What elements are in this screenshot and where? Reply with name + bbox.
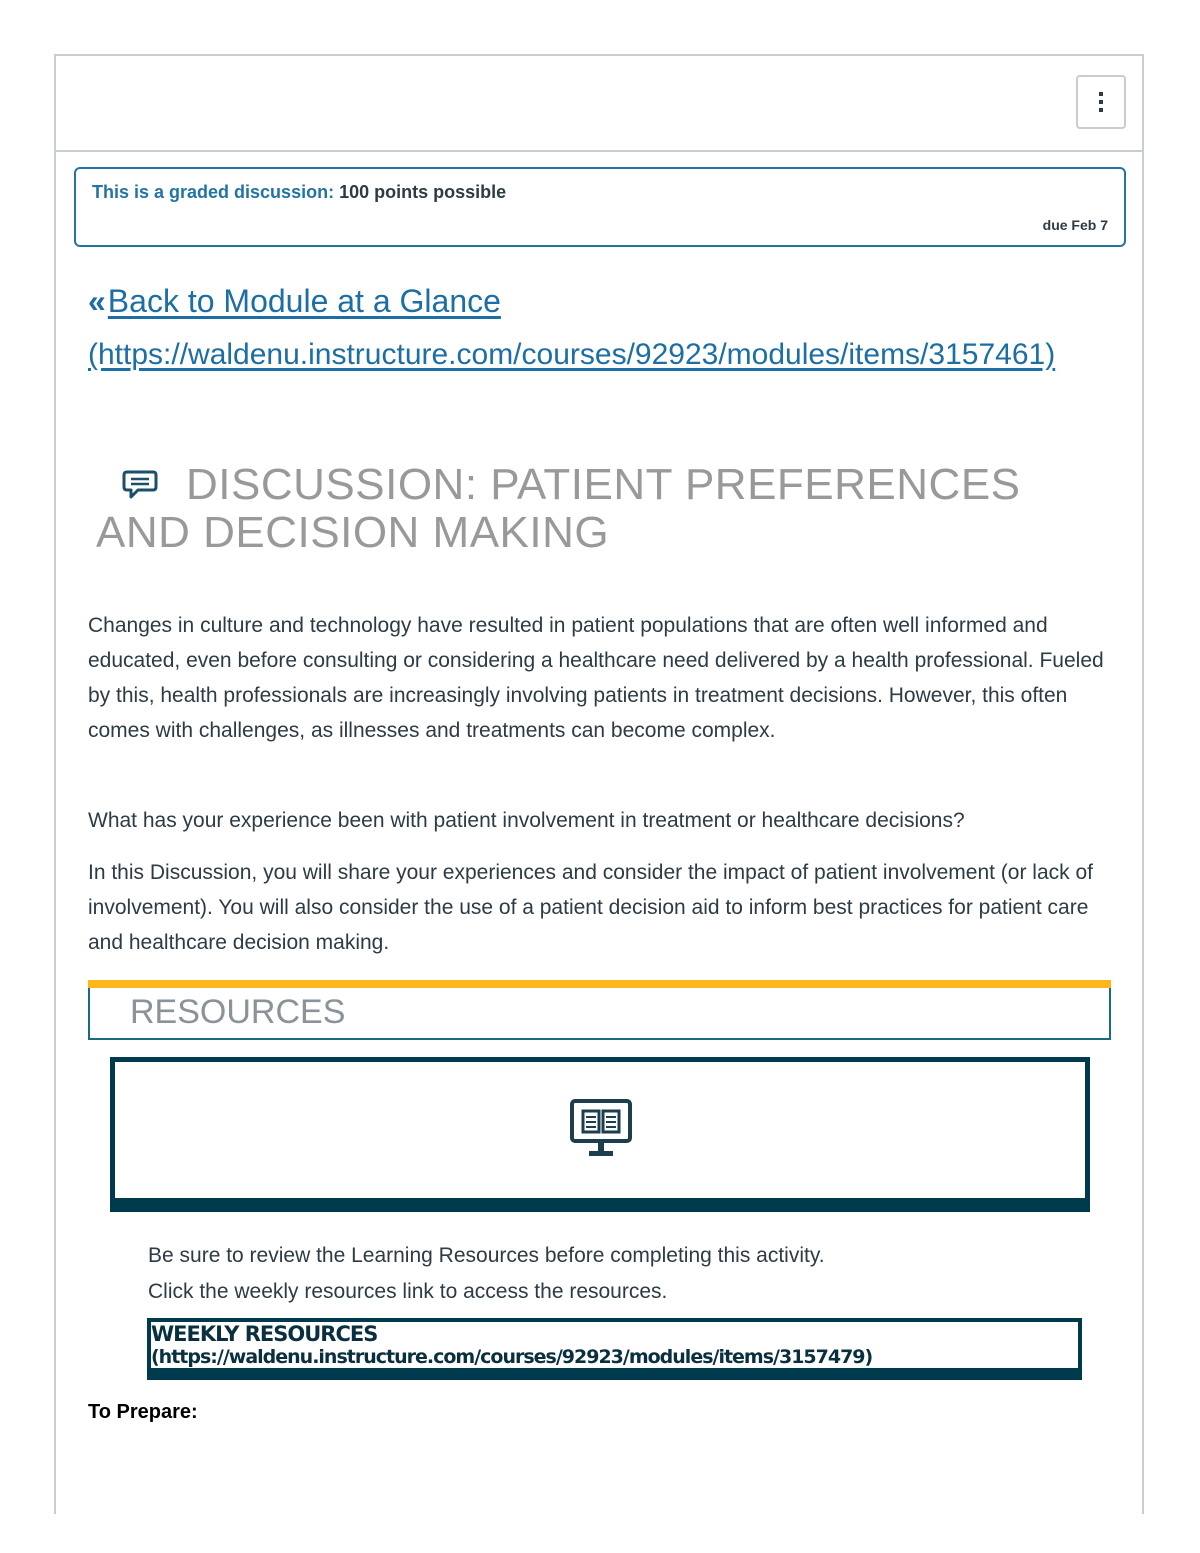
more-options-button[interactable] bbox=[1076, 75, 1126, 129]
due-date: due Feb 7 bbox=[1042, 217, 1108, 233]
kebab-vertical-icon bbox=[1097, 91, 1105, 113]
discussion-title bbox=[96, 462, 1106, 556]
to-prepare-heading: To Prepare: bbox=[88, 1401, 198, 1423]
back-to-module-link[interactable] bbox=[88, 274, 1118, 382]
back-link-url: (https://waldenu.instructure.com/courses/92923/modules/items/3157461) bbox=[88, 338, 1056, 371]
resources-heading: RESOURCES bbox=[130, 993, 346, 1031]
intro-paragraph: Changes in culture and technology have resulted in patient populations that are often well informed and educated, even before consulting or considering a healthcare need delivered by a health professional. Fueled by this, health professionals are increasingly involving patients in treatment decisions. However, this often comes with challenges, as illnesses and treatments can become complex. bbox=[88, 614, 1104, 742]
weekly-resources-url: (https://waldenu.instructure.com/courses/92923/modules/items/3157479) bbox=[151, 1346, 873, 1368]
review-line-1: Be sure to review the Learning Resources before completing this activity. bbox=[148, 1244, 825, 1267]
top-toolbar bbox=[56, 56, 1142, 152]
weekly-resources-label: WEEKLY RESOURCES bbox=[151, 1322, 378, 1346]
back-link-text: Back to Module at a Glance bbox=[107, 283, 501, 319]
resources-accent-bar bbox=[88, 980, 1111, 988]
review-instructions bbox=[148, 1238, 825, 1310]
graded-label: This is a graded discussion: bbox=[92, 182, 335, 202]
double-chevron-left-icon: « bbox=[88, 283, 106, 319]
resources-header bbox=[88, 988, 1111, 1040]
discussion-icon bbox=[122, 464, 178, 510]
question-paragraph: What has your experience been with patient involvement in treatment or healthcare decisions? bbox=[88, 809, 965, 832]
monitor-book-icon bbox=[569, 1098, 633, 1162]
review-line-2: Click the weekly resources link to access the resources. bbox=[148, 1280, 668, 1303]
points-possible: 100 points possible bbox=[339, 182, 507, 202]
overview-paragraph: In this Discussion, you will share your experiences and consider the impact of patient involvement (or lack of involvement). You will also consider the use of a patient decision aid to inform best practices for patient care and healthcare decision making. bbox=[88, 861, 1093, 954]
discussion-title-text: DISCUSSION: PATIENT PREFERENCES AND DECISION MAKING bbox=[96, 460, 1021, 557]
resources-icon-card bbox=[110, 1057, 1090, 1212]
weekly-resources-button[interactable] bbox=[147, 1318, 1082, 1380]
graded-discussion-banner bbox=[74, 167, 1126, 247]
